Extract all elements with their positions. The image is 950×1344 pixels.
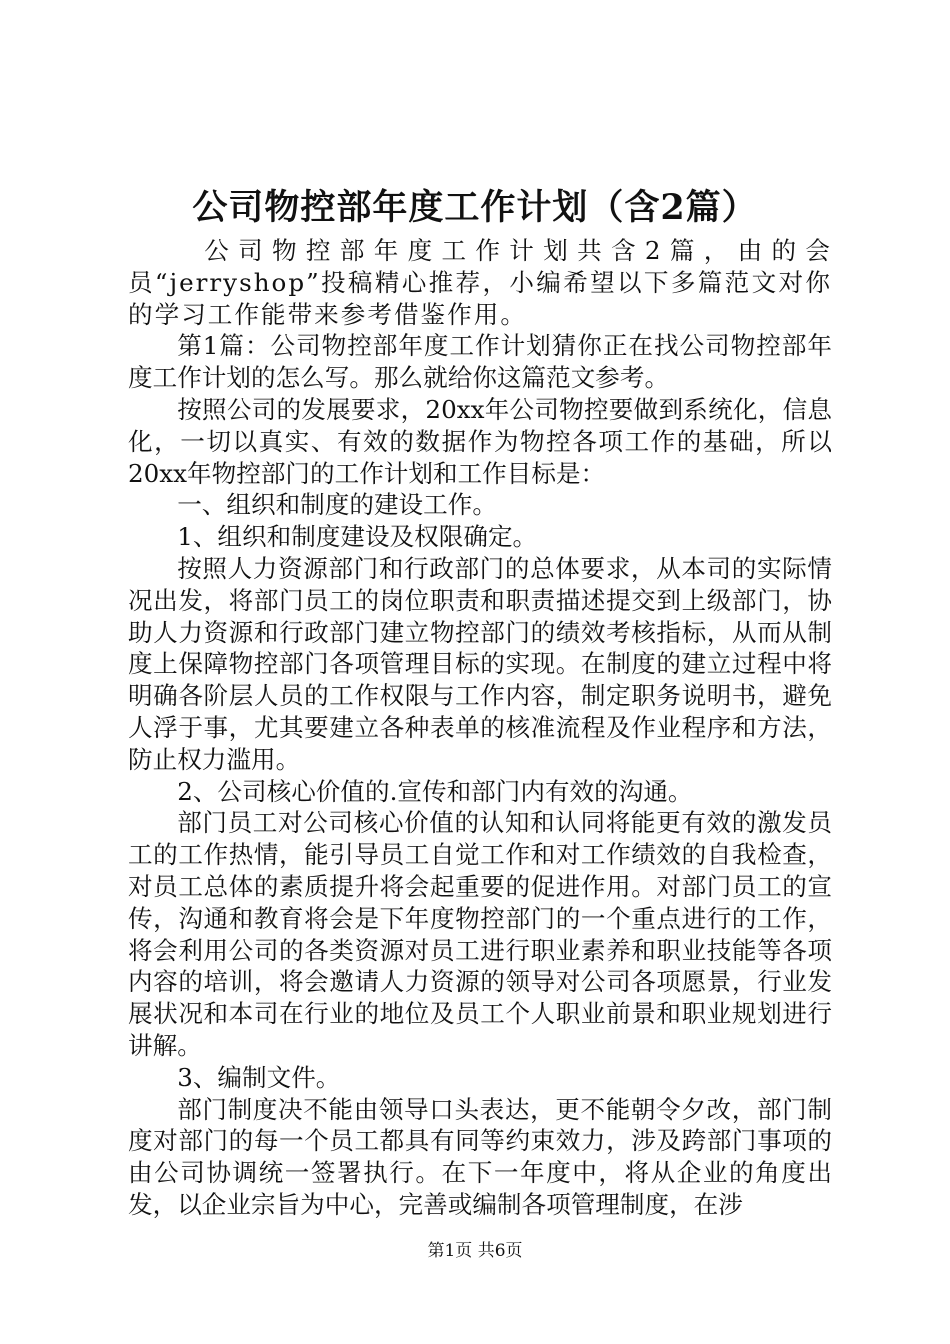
section-heading: 一、组织和制度的建设工作。 — [177, 490, 497, 520]
body-paragraph: 按照公司的发展要求，20xx年公司物控要做到系统化，信息化，一切以真实、有效的数据作为物控各项工作的基础，所以20xx年物控部门的工作计划和工作目标是： — [128, 394, 832, 488]
subsection-heading: 2、公司核心价值的.宣传和部门内有效的沟通。 — [177, 776, 693, 806]
body-paragraph: 部门员工对公司核心价值的认知和认同将能更有效的激发员工的工作热情，能引导员工自觉工作和对工作绩效的自我检查，对员工总体的素质提升将会起重要的促进作用。对部门员工的宣传，沟通和教育将会是下年度物控部门的一个重点进行的工作，将会利用公司的各类资源对员工进行职业素养和职业技能等各项内容的培训，将会邀请人力资源的领导对公司各项愿景，行业发展状况和本司在行业的地位及员工个人职业前景和职业规划进行讲解。 — [128, 808, 832, 1060]
body-paragraph: 部门制度决不能由领导口头表达，更不能朝令夕改，部门制度对部门的每一个员工都具有同等约束效力，涉及跨部门事项的由公司协调统一签署执行。在下一年度中，将从企业的角度出发，以企业宗旨为中心，完善或编制各项管理制度，在涉 — [128, 1094, 832, 1219]
body-paragraph: 第1篇：公司物控部年度工作计划猜你正在找公司物控部年度工作计划的怎么写。那么就给你这篇范文参考。 — [128, 331, 832, 393]
document-title: 公司物控部年度工作计划（含2篇） — [192, 187, 758, 228]
body-paragraph: 按照人力资源部门和行政部门的总体要求，从本司的实际情况出发，将部门员工的岗位职责和职责描述提交到上级部门，协助人力资源和行政部门建立物控部门的绩效考核指标，从而从制度上保障物控部门各项管理目标的实现。在制度的建立过程中将明确各阶层人员的工作权限与工作内容，制定职务说明书，避免人浮于事，尤其要建立各种表单的核准流程及作业程序和方法，防止权力滥用。 — [128, 553, 832, 774]
intro-paragraph: 公司物控部年度工作计划共含2篇，由的会员“jerryshop”投稿精心推荐，小编希望以下多篇范文对你的学习工作能带来参考借鉴作用。 — [128, 236, 832, 329]
page-footer: 第1页 共6页 — [427, 1241, 523, 1261]
subsection-heading: 1、组织和制度建设及权限确定。 — [177, 522, 538, 552]
document-body — [128, 235, 832, 1221]
subsection-heading: 3、编制文件。 — [177, 1062, 341, 1092]
